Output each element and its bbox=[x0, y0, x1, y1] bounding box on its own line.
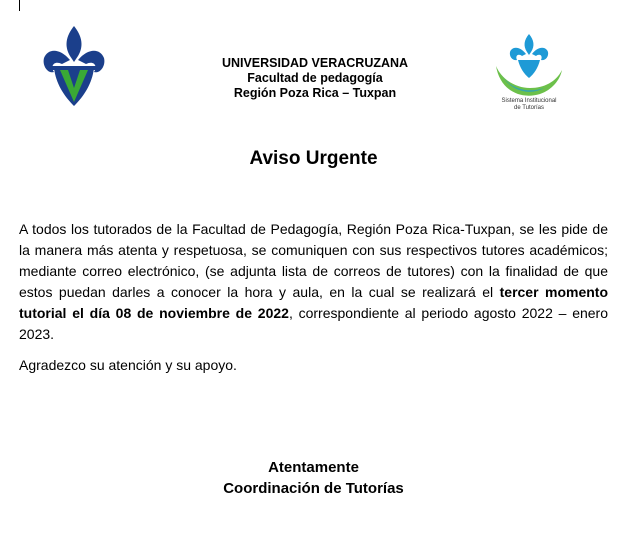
uv-flor-de-lis-logo-icon bbox=[40, 24, 108, 108]
signature-block bbox=[0, 457, 627, 499]
closing-line: Agradezco su atención y su apoyo. bbox=[19, 357, 237, 373]
signature-line1: Atentamente bbox=[268, 459, 359, 476]
text-cursor bbox=[19, 0, 20, 11]
signature-line2: Coordinación de Tutorías bbox=[223, 480, 404, 497]
notice-title: Aviso Urgente bbox=[249, 148, 378, 169]
tutorias-caption-line1: Sistema Institucional bbox=[501, 98, 557, 104]
body-text-part2: , correspondiente al periodo agosto 2022 – enero 2023. bbox=[19, 305, 608, 342]
notice-body bbox=[19, 219, 608, 345]
body-text-part1: A todos los tutorados de la Facultad de Pedagogía, Región Poza Rica-Tuxpan, se les pide de la manera más atenta y respetuosa, se comuniquen con sus respectivos tutores académicos; mediante correo electrónico, (se adjunta lista de correos de tutores) con la finalidad de que estos puedan darles a conocer la hora y aula, en la cual se realizará el bbox=[19, 221, 608, 300]
body-text-bold: tercer momento tutorial el día 08 de noviembre de 2022 bbox=[19, 284, 609, 321]
region-name: Región Poza Rica – Tuxpan bbox=[233, 86, 397, 100]
tutorias-caption-line2: de Tutorías bbox=[513, 105, 545, 111]
tutorias-logo-caption bbox=[486, 98, 572, 112]
faculty-name: Facultad de pedagogía bbox=[247, 71, 383, 85]
document-header bbox=[190, 56, 440, 101]
university-name: UNIVERSIDAD VERACRUZANA bbox=[221, 56, 409, 70]
